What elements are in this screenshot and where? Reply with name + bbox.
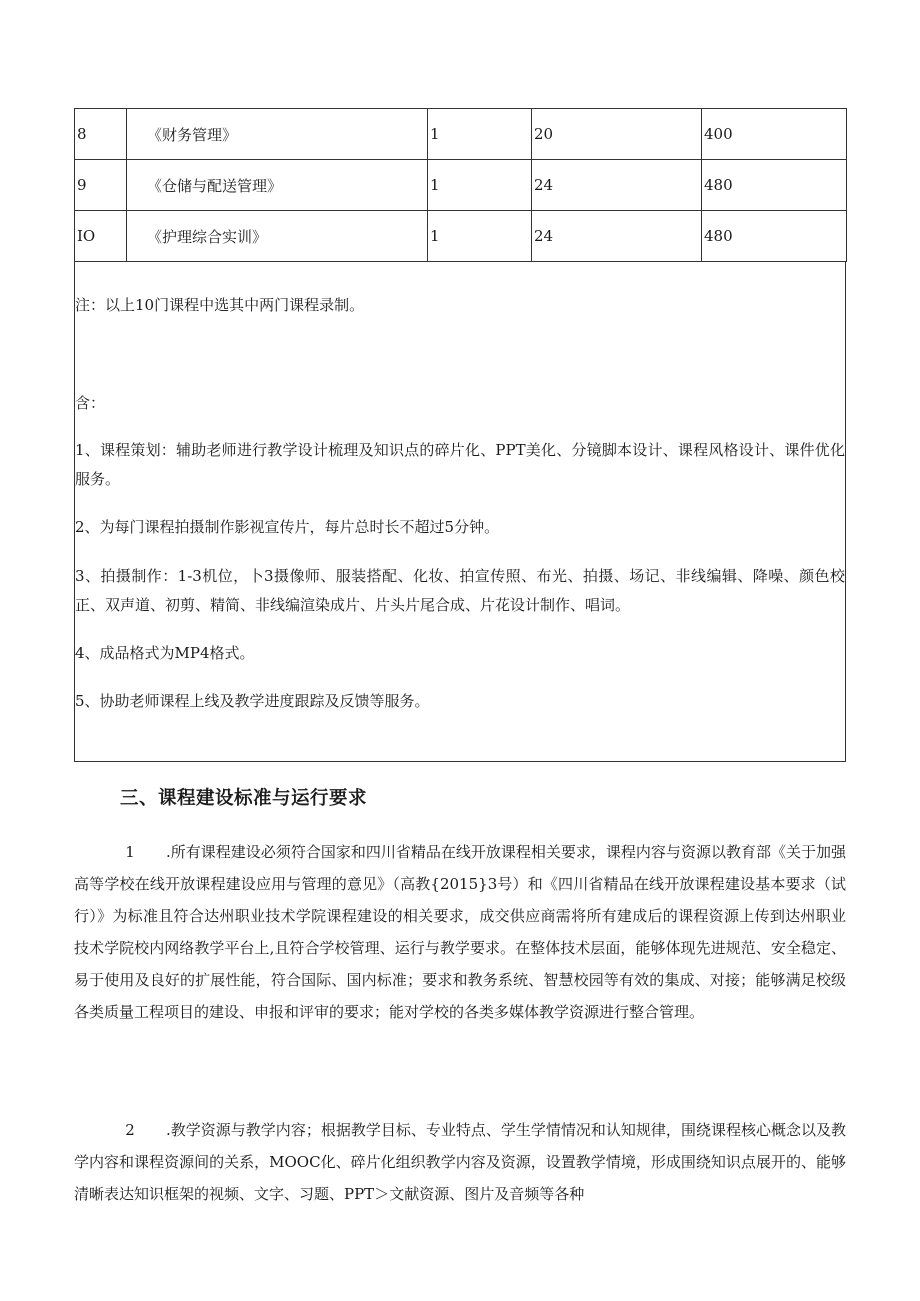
- service-item-4: 4、成品格式为MP4格式。: [75, 644, 255, 662]
- paragraph-text: .所有课程建设必须符合国家和四川省精品在线开放课程相关要求，课程内容与资源以教育部《关于加强高等学校在线开放课程建设应用与管理的意见》（高教{2015}3号）和《四川省精品在线开放课程建设基本要求（试行）》为标准且符合达州职业技术学院课程建设的相关要求，成交供应商需将所有建成后的课程资源上传到达州职业技术学院校内网络教学平台上,且符合学校管理、运行与教学要求。在整体技术层面，能够体现先进规范、安全稳定、易于使用及良好的扩展性能，符合国际、国内标准；要求和教务系统、智慧校园等有效的集成、对接；能够满足校级各类质量工程项目的建设、申报和评审的要求；能对学校的各类多媒体教学资源进行整合管理。: [74, 843, 846, 1021]
- course-count: 1: [428, 211, 532, 262]
- course-count: 1: [428, 109, 532, 160]
- section-heading: 三、课程建设标准与运行要求: [120, 788, 368, 809]
- course-name: 《仓储与配送管理》: [127, 160, 428, 211]
- course-minutes: 480: [702, 160, 847, 211]
- course-minutes: 480: [702, 211, 847, 262]
- paragraph-number: 2: [125, 1121, 135, 1139]
- paragraph-1: [74, 836, 846, 1028]
- row-number: 8: [75, 109, 127, 160]
- table-note: 注：以上10门课程中选其中两门课程录制。: [75, 296, 365, 314]
- paragraph-text: .教学资源与教学内容；根据教学目标、专业特点、学生学情情况和认知规律，围绕课程核心概念以及教学内容和课程资源间的关系，MOOC化、碎片化组织教学内容及资源，设置教学情境，形成围绕知识点展开的、能够清晰表达知识框架的视频、文字、习题、PPT＞文献资源、图片及音频等各种: [74, 1121, 846, 1203]
- row-number: IO: [75, 211, 127, 262]
- service-item-5: 5、协助老师课程上线及教学进度跟踪及反馈等服务。: [75, 692, 430, 710]
- course-name: 《护理综合实训》: [127, 211, 428, 262]
- paragraph-number: 1: [125, 843, 135, 861]
- service-item-1: 1、课程策划：辅助老师进行教学设计梳理及知识点的碎片化、PPT美化、分镜脚本设计、课程风格设计、课件优化服务。: [75, 441, 845, 488]
- course-table: [74, 108, 846, 762]
- includes-label: 含：: [75, 394, 106, 412]
- row-number: 9: [75, 160, 127, 211]
- table-note-cell: [74, 262, 846, 762]
- service-item-3: 3、拍摄制作：1-3机位，卜3摄像师、服装搭配、化妆、拍宣传照、布光、拍摄、场记、非线编辑、降噪、颜色校正、双声道、初剪、精简、非线编渲染成片、片头片尾合成、片花设计制作、唱词。: [75, 567, 845, 614]
- table-row: [75, 211, 847, 262]
- course-minutes: 400: [702, 109, 847, 160]
- course-hours: 20: [532, 109, 702, 160]
- table-row: [75, 109, 847, 160]
- paragraph-2: [74, 1114, 846, 1210]
- course-count: 1: [428, 160, 532, 211]
- course-hours: 24: [532, 211, 702, 262]
- service-item-2: 2、为每门课程拍摄制作影视宣传片，每片总时长不超过5分钟。: [75, 518, 500, 536]
- course-hours: 24: [532, 160, 702, 211]
- course-name: 《财务管理》: [127, 109, 428, 160]
- table-row: [75, 160, 847, 211]
